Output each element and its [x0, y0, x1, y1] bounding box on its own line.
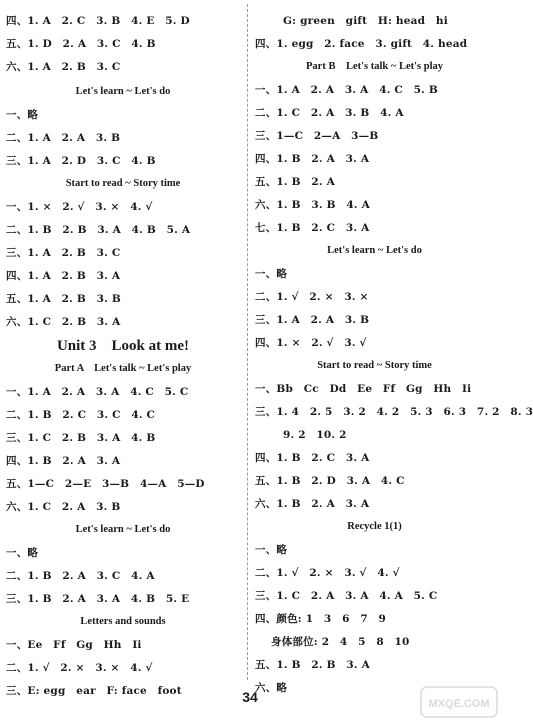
answer-line: 三、1. A 2. D 3. C 4. B	[6, 155, 156, 167]
answer-line: 六、1. C 2. B 3. A	[6, 316, 121, 328]
watermark-text: MXQE.COM	[428, 698, 490, 710]
answer-line: 一、Ee Ff Gg Hh Ii	[6, 639, 142, 651]
answer-line: 一、略	[255, 544, 288, 556]
answer-line: 五、1. B 2. A	[255, 176, 335, 188]
answer-line: 一、Bb Cc Dd Ee Ff Gg Hh Ii	[255, 383, 472, 395]
answer-line: 身体部位: 2 4 5 8 10	[271, 636, 410, 648]
answer-line: 四、1. B 2. C 3. A	[255, 452, 370, 464]
section-heading: Start to read ~ Story time	[65, 178, 181, 189]
section-heading: Letters and sounds	[80, 616, 166, 627]
answer-line: 一、略	[6, 109, 39, 121]
answer-line: 二、1. B 2. C 3. C 4. C	[6, 409, 156, 421]
answer-line: 四、颜色: 1 3 6 7 9	[255, 613, 387, 625]
answer-line: 一、略	[6, 547, 39, 559]
answer-line: 二、1. B 2. A 3. C 4. A	[6, 570, 155, 582]
answer-line: 三、1. C 2. B 3. A 4. B	[6, 432, 156, 444]
answer-line: 六、1. B 2. A 3. A	[255, 498, 370, 510]
answer-line: G: green gift H: head hi	[283, 15, 448, 27]
answer-line: 六、略	[255, 682, 288, 694]
answer-line: 四、1. A 2. C 3. B 4. E 5. D	[6, 15, 190, 27]
answer-line: 9. 2 10. 2	[283, 429, 347, 441]
answer-line: 四、1. B 2. A 3. A	[255, 153, 370, 165]
answer-line: 五、1—C 2—E 3—B 4—A 5—D	[6, 478, 205, 490]
answer-line: 一、1. A 2. A 3. A 4. C 5. C	[6, 386, 189, 398]
answer-line: 一、1. × 2. √ 3. × 4. √	[6, 201, 153, 213]
column-divider	[247, 4, 248, 680]
section-heading: Part B Let's talk ~ Let's play	[306, 61, 443, 72]
answer-line: 三、1. B 2. A 3. A 4. B 5. E	[6, 593, 190, 605]
answer-line: 三、1. A 2. A 3. B	[255, 314, 370, 326]
answer-line: 四、1. egg 2. face 3. gift 4. head	[255, 38, 468, 50]
answer-line: 五、1. B 2. D 3. A 4. C	[255, 475, 405, 487]
section-heading: Let's learn ~ Let's do	[75, 86, 171, 97]
answer-line: 一、略	[255, 268, 288, 280]
answer-line: 五、1. A 2. B 3. B	[6, 293, 121, 305]
answer-line: 四、1. B 2. A 3. A	[6, 455, 121, 467]
answer-line: 五、1. D 2. A 3. C 4. B	[6, 38, 156, 50]
answer-line: 二、1. B 2. B 3. A 4. B 5. A	[6, 224, 191, 236]
answer-line: 二、1. √ 2. × 3. × 4. √	[6, 662, 153, 674]
section-heading: Start to read ~ Story time	[317, 360, 432, 371]
answer-line: 二、1. √ 2. × 3. ×	[255, 291, 369, 303]
answer-line: 三、1. 4 2. 5 3. 2 4. 2 5. 3 6. 3 7. 2 8. 3	[255, 406, 533, 418]
answer-line: 二、1. A 2. A 3. B	[6, 132, 121, 144]
answer-line: 三、E: egg ear F: face foot	[6, 685, 182, 697]
answer-line: 三、1—C 2—A 3—B	[255, 130, 379, 142]
section-heading: Let's learn ~ Let's do	[327, 245, 422, 256]
answer-line: 二、1. √ 2. × 3. √ 4. √	[255, 567, 400, 579]
answer-line: 六、1. A 2. B 3. C	[6, 61, 121, 73]
answer-line: 二、1. C 2. A 3. B 4. A	[255, 107, 404, 119]
section-heading: Let's learn ~ Let's do	[75, 524, 171, 535]
answer-line: 三、1. A 2. B 3. C	[6, 247, 121, 259]
answer-line: 四、1. A 2. B 3. A	[6, 270, 121, 282]
answer-line: 七、1. B 2. C 3. A	[255, 222, 370, 234]
watermark-logo-icon	[420, 686, 498, 718]
answer-line: 六、1. C 2. A 3. B	[6, 501, 121, 513]
section-heading: Recycle 1(1)	[347, 521, 402, 532]
answer-line: 五、1. B 2. B 3. A	[255, 659, 370, 671]
unit-title: Unit 3 Look at me!	[56, 338, 190, 354]
answer-line: 三、1. C 2. A 3. A 4. A 5. C	[255, 590, 438, 602]
answer-line: 一、1. A 2. A 3. A 4. C 5. B	[255, 84, 438, 96]
page-number: 34	[242, 689, 258, 705]
answer-line: 六、1. B 3. B 4. A	[255, 199, 370, 211]
answer-line: 四、1. × 2. √ 3. √	[255, 337, 367, 349]
section-heading: Part A Let's talk ~ Let's play	[54, 363, 192, 374]
